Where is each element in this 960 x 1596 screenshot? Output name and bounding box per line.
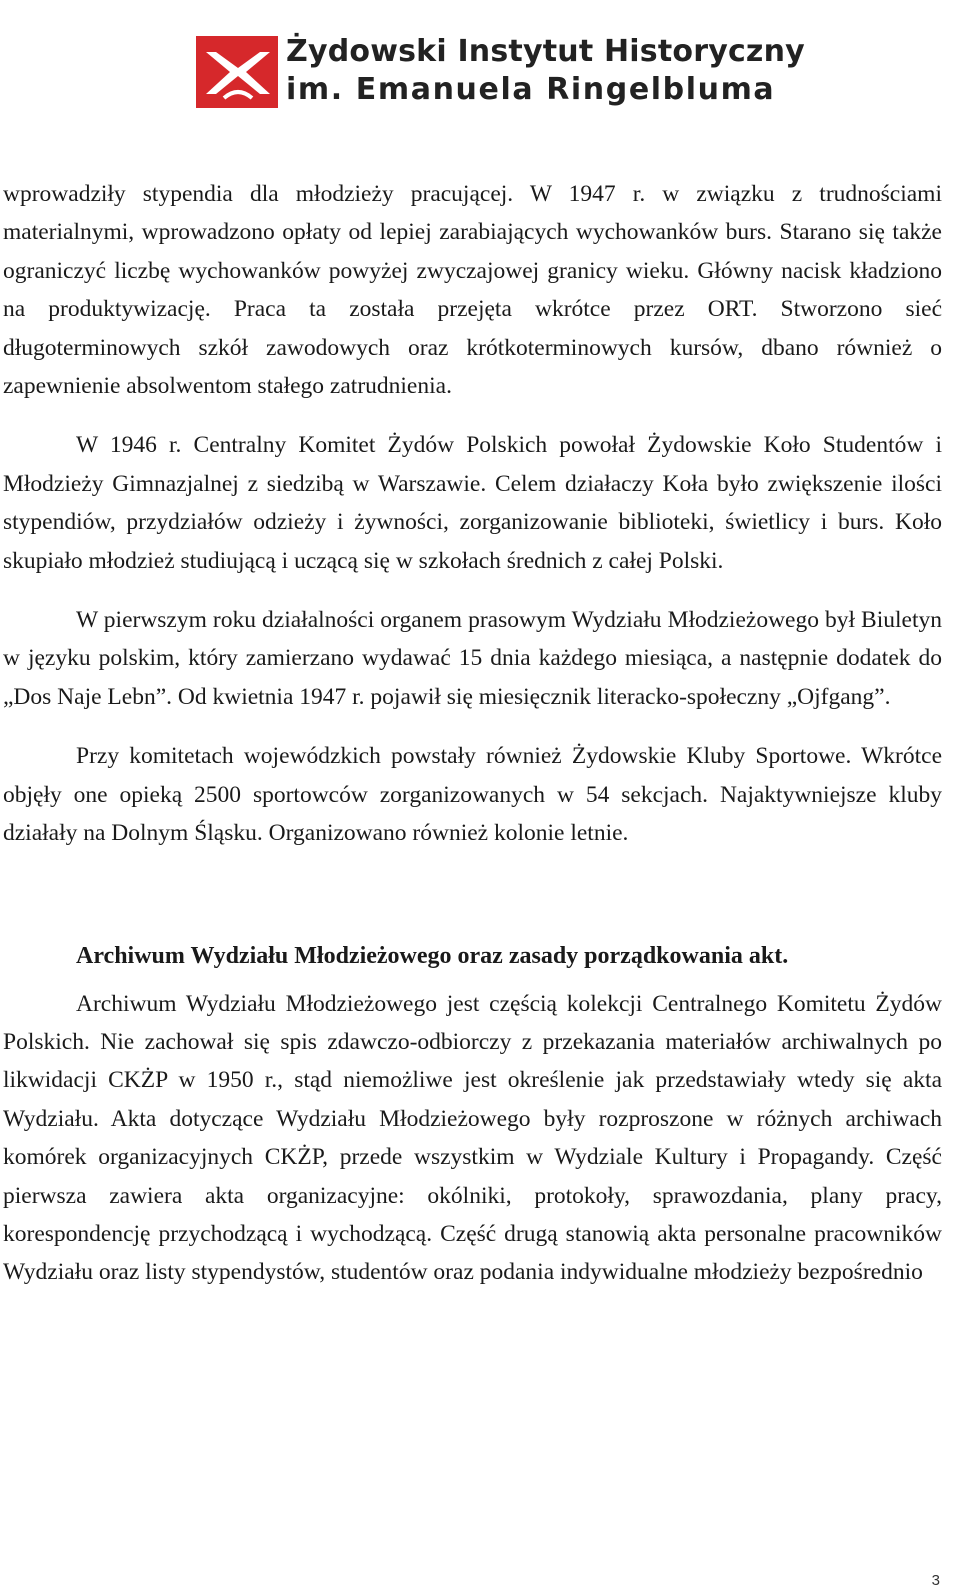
institute-header <box>196 26 805 116</box>
paragraph-4: Przy komitetach wojewódzkich powstały również Żydowskie Kluby Sportowe. Wkrótce objęły one opieką 2500 sportowców zorganizowanych w 54 sekcjach. Najaktywniejsze kluby działały na Dolnym Śląsku. Organizowano również kolonie letnie. <box>3 743 942 847</box>
document-body <box>3 175 942 1292</box>
paragraph-3: W pierwszym roku działalności organem prasowym Wydziału Młodzieżowego był Biuletyn w języku polskim, który zamierzano wydawać 15 dnia każdego miesiąca, a następnie dodatek do „Dos Naje Lebn”. Od kwietnia 1947 r. pojawił się miesięcznik literacko-społeczny „Ojfgang”. <box>3 607 942 710</box>
section-paragraph: Archiwum Wydziału Młodzieżowego jest częścią kolekcji Centralnego Komitetu Żydów Polskich. Nie zachował się spis zdawczo-odbiorczy z przekazania materiałów archiwalnych po likwidacji CKŻP w 1950 r., stąd niemożliwe jest określenie jak przedstawiały wtedy się akta Wydziału. Akta dotyczące Wydziału Młodzieżowego były rozproszone w różnych archiwach komórek organizacyjnych CKŻP, przede wszystkim w Wydziale Kultury i Propagandy. Część pierwsza zawiera akta organizacyjne: okólniki, protokoły, sprawozdania, plany pracy, korespondencję przychodzącą i wychodzącą. Część drugą stanowią akta personalne pracowników Wydziału oraz listy stypendystów, studentów oraz podania indywidualne młodzieży bezpośrednio <box>3 990 942 1286</box>
page-number: 3 <box>931 1572 940 1589</box>
section-heading: Archiwum Wydziału Młodzieżowego oraz zasady porządkowania akt. <box>76 942 789 969</box>
institute-name: Żydowski Instytut Historyczny <box>286 34 805 69</box>
paragraph-1: wprowadziły stypendia dla młodzieży pracującej. W 1947 r. w związku z trudnościami materialnymi, wprowadzono opłaty od lepiej zarabiających wychowanków burs. Starano się także ograniczyć liczbę wychowanków powyżej zwyczajowej granicy wieku. Główny nacisk kładziono na produktywizację. Praca ta została przejęta wkrótce przez ORT. Stworzono sieć długoterminowych szkół zawodowych oraz krótkoterminowych kursów, dbano również o zapewnienie absolwentom stałego zatrudnienia. <box>3 181 942 400</box>
paragraph-2: W 1946 r. Centralny Komitet Żydów Polskich powołał Żydowskie Koło Studentów i Młodzieży Gimnazjalnej z siedzibą w Warszawie. Celem działaczy Koła było zwiększenie ilości stypendiów, przydziałów odzieży i żywności, zorganizowanie biblioteki, świetlicy i burs. Koło skupiało młodzież studiującą i uczącą się w szkołach średnich z całej Polski. <box>3 432 942 574</box>
institute-subtitle: im. Emanuela Ringelbluma <box>286 72 776 107</box>
zih-logo-icon <box>196 36 278 108</box>
